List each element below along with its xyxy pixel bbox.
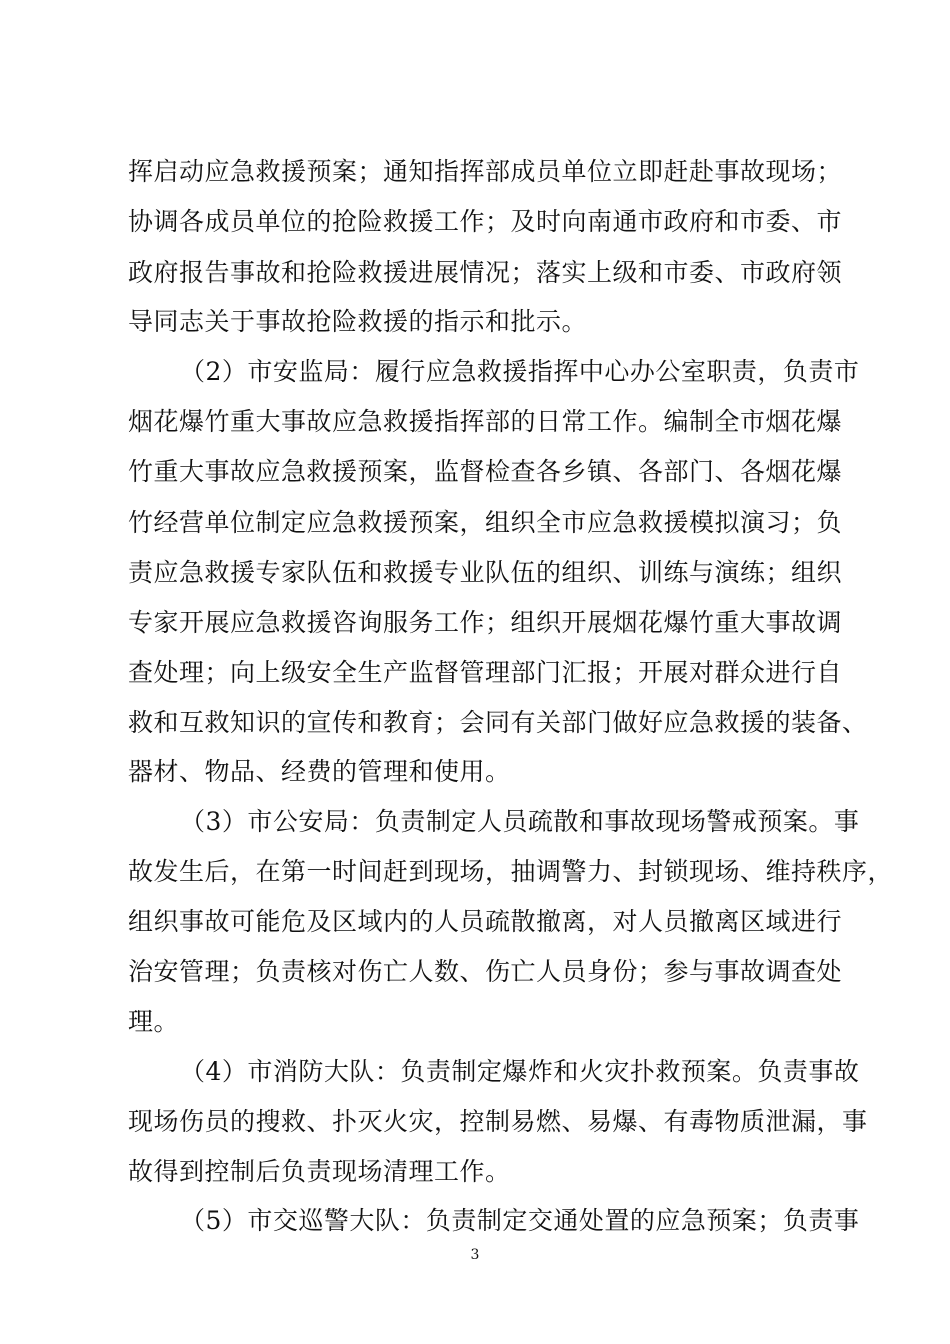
text-line: 器材、物品、经费的管理和使用。 xyxy=(128,757,511,786)
text-line: 竹重大事故应急救援预案，监督检查各乡镇、各部门、各烟花爆 xyxy=(128,457,843,486)
text-line: 责应急救援专家队伍和救援专业队伍的组织、训练与演练；组织 xyxy=(128,558,843,587)
paragraph-start-line: （3）市公安局：负责制定人员疏散和事故现场警戒预案。事 xyxy=(180,807,860,836)
text-line: 竹经营单位制定应急救援预案，组织全市应急救援模拟演习；负 xyxy=(128,508,843,537)
text-line: 理。 xyxy=(128,1007,180,1036)
text-line: 政府报告事故和抢险救援进展情况；落实上级和市委、市政府领 xyxy=(128,258,843,287)
paragraph-start-line: （5）市交巡警大队：负责制定交通处置的应急预案；负责事 xyxy=(180,1206,860,1235)
text-line: 治安管理；负责核对伤亡人数、伤亡人员身份；参与事故调查处 xyxy=(128,957,843,986)
text-line: 组织事故可能危及区域内的人员疏散撤离，对人员撤离区域进行 xyxy=(128,907,843,936)
text-line: 救和互救知识的宣传和教育；会同有关部门做好应急救援的装备、 xyxy=(128,708,868,737)
text-line: 专家开展应急救援咨询服务工作；组织开展烟花爆竹重大事故调 xyxy=(128,608,843,637)
text-line: 现场伤员的搜救、扑灭火灾，控制易燃、易爆、有毒物质泄漏，事 xyxy=(128,1107,868,1136)
text-line: 导同志关于事故抢险救援的指示和批示。 xyxy=(128,307,588,336)
paragraph-start-line: （4）市消防大队：负责制定爆炸和火灾扑救预案。负责事故 xyxy=(180,1057,860,1086)
text-line: 烟花爆竹重大事故应急救援指挥部的日常工作。编制全市烟花爆 xyxy=(128,407,843,436)
text-line: 挥启动应急救援预案；通知指挥部成员单位立即赶赴事故现场； xyxy=(128,157,843,186)
page-number: 3 xyxy=(470,1247,480,1263)
text-line: 协调各成员单位的抢险救援工作；及时向南通市政府和市委、市 xyxy=(128,207,843,236)
text-line: 查处理；向上级安全生产监督管理部门汇报；开展对群众进行自 xyxy=(128,658,843,687)
text-line: 故发生后，在第一时间赶到现场，抽调警力、封锁现场、维持秩序， xyxy=(128,857,894,886)
text-line: 故得到控制后负责现场清理工作。 xyxy=(128,1157,511,1186)
paragraph-start-line: （2）市安监局：履行应急救援指挥中心办公室职责，负责市 xyxy=(180,357,860,386)
